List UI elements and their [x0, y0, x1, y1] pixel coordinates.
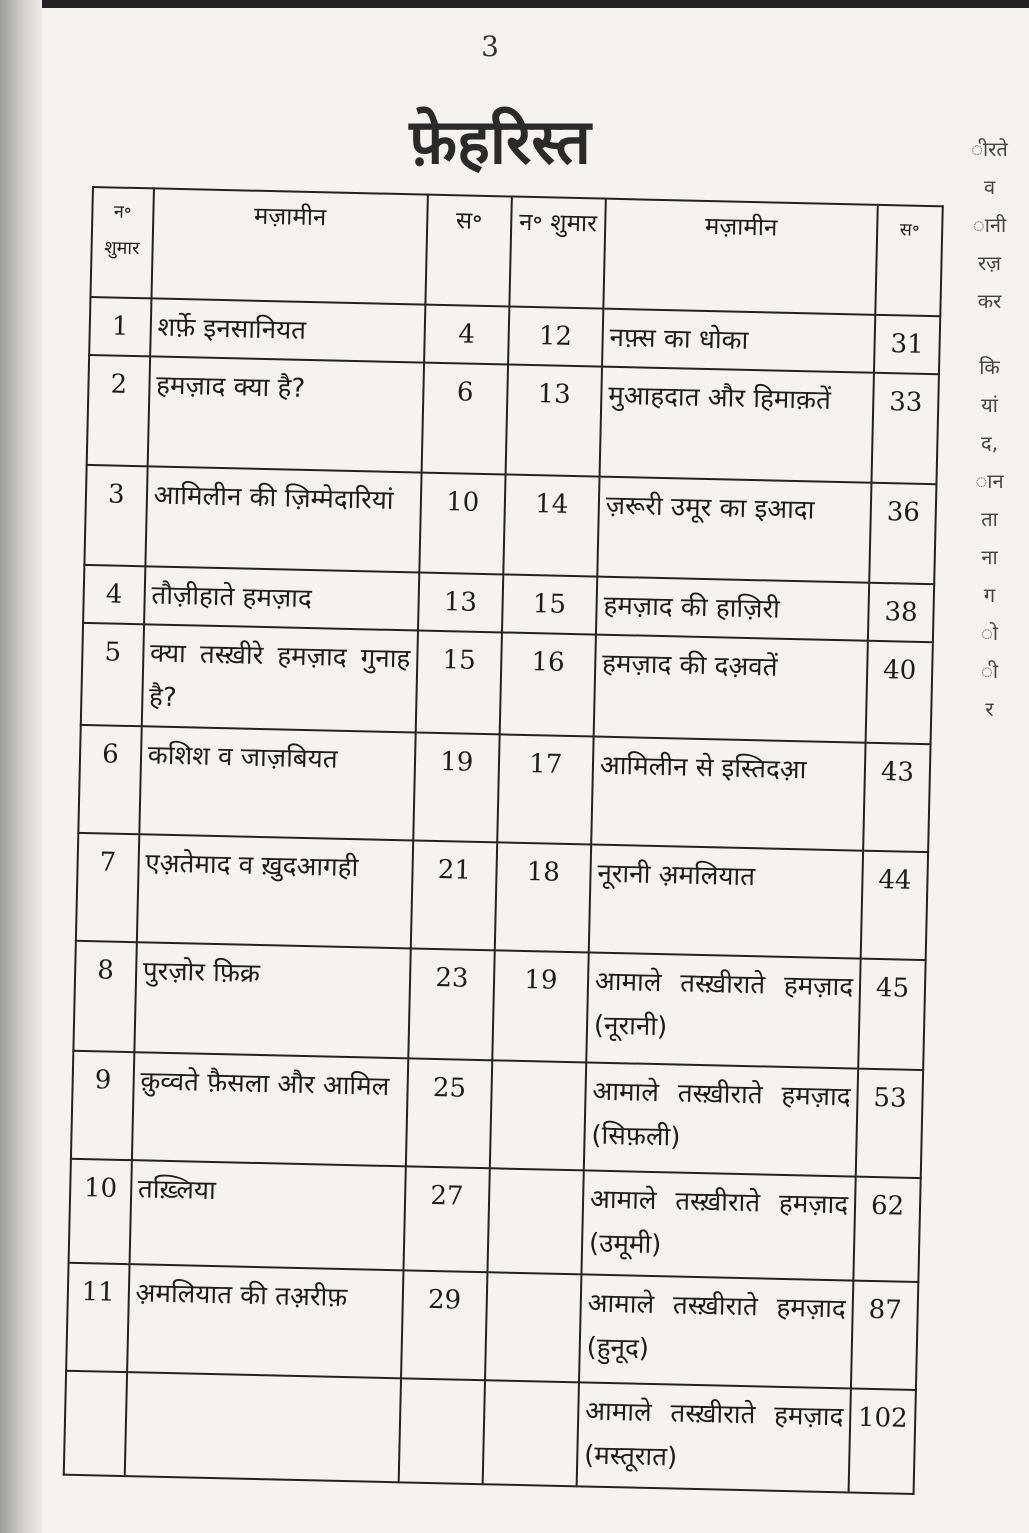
left-num: 9	[71, 1051, 134, 1160]
left-title: तख़्लिया	[129, 1160, 406, 1270]
right-num: 12	[508, 306, 603, 366]
table-row	[69, 1159, 921, 1282]
adjacent-page-margin-text	[950, 130, 1029, 890]
margin-fragment: ान	[975, 469, 1004, 493]
left-page: 27	[403, 1166, 489, 1272]
left-page: 29	[401, 1270, 487, 1380]
left-title: कशिश व जाज़बियत	[139, 726, 416, 840]
right-title: ज़रूरी उमूर का इआदा	[597, 477, 871, 583]
left-title	[124, 1372, 401, 1482]
left-title: हमज़ाद क्या है?	[147, 356, 424, 472]
left-page: 25	[406, 1058, 492, 1168]
header-left-num: न॰ शुमार	[90, 187, 153, 298]
margin-fragment: र	[985, 697, 994, 721]
left-title: शर्फ़े इनसानियत	[150, 298, 425, 362]
left-num: 1	[89, 297, 151, 356]
right-page: 38	[868, 583, 934, 642]
margin-fragment: ना	[981, 545, 998, 569]
right-num	[485, 1272, 582, 1382]
margin-fragment: कि	[979, 355, 1000, 379]
header-left-page: स॰	[425, 195, 511, 307]
right-title: आमाले तस्ख़ीराते हमज़ाद (उमूमी)	[581, 1170, 855, 1280]
left-num: 3	[84, 465, 147, 566]
page-title: फ़ेहरिस्त	[409, 105, 591, 178]
table-row	[71, 1051, 923, 1178]
table-row	[73, 941, 925, 1070]
margin-fragment: ो	[980, 621, 999, 645]
book-spine-shadow	[0, 0, 42, 1533]
margin-fragment: ता	[981, 507, 998, 531]
right-page: 102	[849, 1389, 916, 1494]
left-page: 15	[416, 631, 502, 735]
table-row	[64, 1371, 916, 1494]
left-num: 7	[76, 833, 139, 942]
margin-fragment: द,	[981, 431, 998, 455]
margin-fragment: ी	[980, 659, 999, 683]
right-num: 16	[499, 632, 595, 736]
table-row	[87, 355, 939, 484]
table-row	[76, 833, 928, 960]
left-num: 10	[69, 1159, 132, 1264]
left-num: 2	[87, 355, 150, 466]
left-num: 11	[66, 1263, 129, 1372]
left-page: 13	[418, 573, 503, 633]
left-title: क़ुव्वते फ़ैसला और आमिल	[132, 1052, 409, 1166]
left-title: आमिलीन की ज़िम्मेदारियां	[145, 466, 421, 572]
margin-fragment: ग	[983, 583, 996, 607]
left-num	[64, 1371, 127, 1476]
right-page: 33	[872, 373, 939, 484]
right-num	[482, 1380, 579, 1486]
right-page: 43	[863, 743, 930, 852]
right-num: 14	[503, 474, 599, 576]
table-row	[84, 465, 936, 584]
left-num: 4	[83, 565, 145, 624]
right-title: हमज़ाद की हाज़िरी	[596, 577, 869, 641]
left-page: 4	[424, 305, 509, 365]
right-num: 13	[505, 364, 602, 476]
right-title: आमाले तस्ख़ीराते हमज़ाद (नूरानी)	[586, 952, 861, 1068]
right-title: नूरानी अ़मलियात	[589, 844, 864, 958]
margin-fragment: रज़	[977, 251, 1002, 275]
header-right-subject: मज़ामीन	[603, 199, 878, 315]
right-num: 15	[502, 574, 597, 634]
left-page: 23	[408, 948, 494, 1060]
header-right-page: स॰	[875, 205, 942, 316]
right-page: 40	[866, 641, 933, 744]
header-right-num: न॰ शुमार	[509, 197, 606, 309]
right-title: आमाले तस्ख़ीराते हमज़ाद (सिफ़ली)	[584, 1062, 859, 1176]
margin-fragment: कर	[977, 289, 1002, 313]
left-title: क्या तस्ख़ीरे हमज़ाद गुनाह है?	[141, 624, 417, 732]
right-title: मुआहदात और हिमाक़तें	[599, 367, 874, 483]
table-of-contents	[63, 186, 944, 1495]
margin-fragment: ानी	[972, 213, 1007, 237]
left-page: 6	[422, 363, 508, 475]
margin-fragment: व	[983, 175, 996, 199]
right-num: 18	[494, 842, 591, 952]
left-title: अ़मलियात की तअ़रीफ़	[127, 1264, 404, 1378]
right-num: 17	[497, 734, 594, 844]
page-number: 3	[481, 30, 499, 63]
header-row	[90, 187, 942, 316]
right-page: 45	[858, 959, 925, 1070]
right-page: 87	[851, 1281, 918, 1390]
table-row	[66, 1263, 918, 1390]
table-row	[81, 623, 933, 744]
right-page: 31	[874, 315, 940, 374]
top-edge	[0, 0, 1029, 8]
left-title: तौज़ीहाते हमज़ाद	[144, 566, 419, 630]
right-num	[487, 1168, 584, 1274]
right-title: आमाले तस्ख़ीराते हमज़ाद (हुनूद)	[579, 1274, 854, 1388]
right-num: 19	[492, 950, 589, 1062]
right-title: आमिलीन से इस्तिदआ़	[591, 737, 866, 851]
left-num: 5	[81, 623, 144, 726]
left-title: एअ़तेमाद व ख़ुदआगही	[137, 834, 414, 948]
left-title: पुरज़ोर फ़िक्र	[134, 942, 411, 1058]
left-page: 21	[411, 840, 497, 950]
right-page: 36	[869, 483, 936, 584]
margin-fragment: यां	[981, 393, 998, 417]
header-left-subject: मज़ामीन	[151, 188, 428, 304]
left-num: 8	[73, 941, 136, 1052]
right-num	[490, 1060, 587, 1170]
right-page: 62	[853, 1177, 920, 1282]
right-title: आमाले तस्ख़ीराते हमज़ाद (मस्तूरात)	[577, 1382, 851, 1492]
left-page: 19	[413, 732, 499, 842]
right-title: हमज़ाद की दअ़वतें	[594, 635, 868, 743]
right-page: 53	[856, 1069, 923, 1178]
left-page: 10	[419, 473, 505, 575]
margin-fragment: ीरते	[971, 137, 1008, 161]
table-row	[78, 725, 930, 852]
left-num: 6	[78, 725, 141, 834]
left-page	[399, 1378, 485, 1484]
right-page: 44	[861, 851, 928, 960]
right-title: नफ़्स का धोका	[602, 309, 875, 373]
